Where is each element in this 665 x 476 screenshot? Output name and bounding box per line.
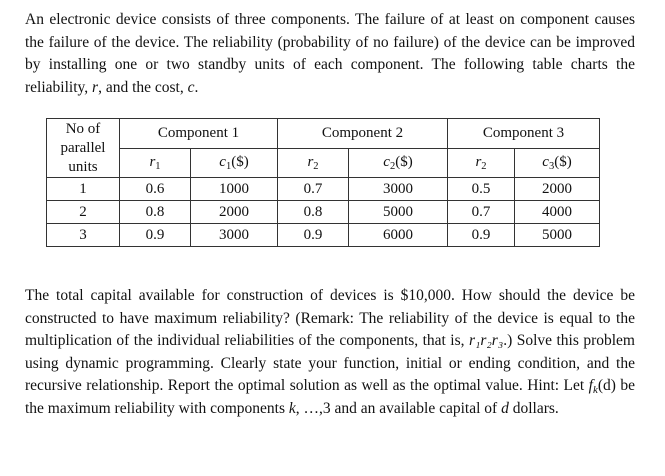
c1-cell: 1000 xyxy=(191,178,278,201)
c3-cell: 2000 xyxy=(515,178,600,201)
c-symbol: c xyxy=(542,154,549,171)
f-subscript: k xyxy=(592,384,598,396)
c1-header xyxy=(191,148,278,178)
r3-header xyxy=(448,148,515,178)
units-cell: 1 xyxy=(47,178,120,201)
intro-c-symbol: c xyxy=(187,78,195,96)
units-header-line: parallel xyxy=(60,140,106,156)
c2-cell: 3000 xyxy=(349,178,448,201)
r-symbol: r xyxy=(149,154,156,171)
table-row xyxy=(47,201,600,224)
r3-cell: 0.5 xyxy=(448,178,515,201)
question-text: The total capital available for construction of devices is $10,000. How should the device be constructed to have maximum reliability? (Remark: The reliability of the device is equal to the multiplication of the individual reliabilities of the components, that is, xyxy=(25,287,635,349)
table-subheader-row xyxy=(47,148,600,178)
c-symbol: c xyxy=(383,154,390,171)
r1-header xyxy=(120,148,191,178)
units-cell: 2 xyxy=(47,201,120,224)
f-symbol: f xyxy=(588,377,593,394)
r1-cell: 0.6 xyxy=(120,178,191,201)
d-symbol: d xyxy=(501,399,509,417)
r-subscript: 2 xyxy=(313,161,319,173)
intro-and-cost: , and the cost, xyxy=(98,78,188,96)
component-2-header: Component 2 xyxy=(278,119,448,149)
r-symbol: r xyxy=(475,154,482,171)
table-header-row xyxy=(47,119,600,149)
c3-header xyxy=(515,148,600,178)
units-header xyxy=(47,119,120,178)
c3-cell: 4000 xyxy=(515,201,600,224)
c2-cell: 6000 xyxy=(349,224,448,247)
r2-header xyxy=(278,148,349,178)
k-range: , …,3 xyxy=(295,399,331,417)
r2-cell: 0.9 xyxy=(278,224,349,247)
r1-cell: 0.8 xyxy=(120,201,191,224)
c2-cell: 5000 xyxy=(349,201,448,224)
c-unit: ($) xyxy=(395,154,413,171)
c1-cell: 3000 xyxy=(191,224,278,247)
c3-cell: 5000 xyxy=(515,224,600,247)
f-argument: (d) xyxy=(597,377,616,394)
reliability-product: r₁r₂r₃ xyxy=(468,332,504,349)
intro-text: An electronic device consists of three components. The failure of at least on component causes the failure of the device. The reliability (probability of no failure) of the device can be improved by installing one or two standby units of each component. The following table charts the reliability, xyxy=(25,11,635,96)
question-text: .) Solve this problem using dynamic programming. Clearly state your function, initial or ending condition, and the recursive relationship. Report the optimal solution as well as the optimal value. Hint: Let xyxy=(25,332,635,394)
r-subscript: 1 xyxy=(155,161,161,173)
units-cell: 3 xyxy=(47,224,120,247)
table-row xyxy=(47,224,600,247)
r-symbol: r xyxy=(307,154,314,171)
c-subscript: 1 xyxy=(225,161,232,173)
question-paragraph xyxy=(25,285,635,420)
r2-cell: 0.7 xyxy=(278,178,349,201)
c1-cell: 2000 xyxy=(191,201,278,224)
r2-cell: 0.8 xyxy=(278,201,349,224)
r3-cell: 0.9 xyxy=(448,224,515,247)
component-1-header: Component 1 xyxy=(120,119,278,149)
table-row xyxy=(47,178,600,201)
units-header-line: No of xyxy=(65,121,101,137)
c-symbol: c xyxy=(219,154,226,171)
component-3-header: Component 3 xyxy=(448,119,600,149)
c-subscript: 2 xyxy=(389,161,396,173)
question-text: and an available capital of xyxy=(330,399,502,417)
intro-paragraph xyxy=(25,9,635,99)
reliability-cost-table xyxy=(46,118,600,247)
c-unit: ($) xyxy=(554,154,572,171)
k-symbol: k xyxy=(288,399,296,417)
r1-cell: 0.9 xyxy=(120,224,191,247)
question-text: dollars. xyxy=(508,399,559,417)
intro-r-symbol: r xyxy=(92,78,99,96)
c-subscript: 3 xyxy=(548,161,555,173)
intro-end: . xyxy=(194,78,199,96)
question-text: be the maximum reliability with components xyxy=(25,377,635,417)
r-subscript: 2 xyxy=(481,161,487,173)
units-header-line: units xyxy=(68,159,98,175)
r3-cell: 0.7 xyxy=(448,201,515,224)
c-unit: ($) xyxy=(231,154,249,171)
c2-header xyxy=(349,148,448,178)
